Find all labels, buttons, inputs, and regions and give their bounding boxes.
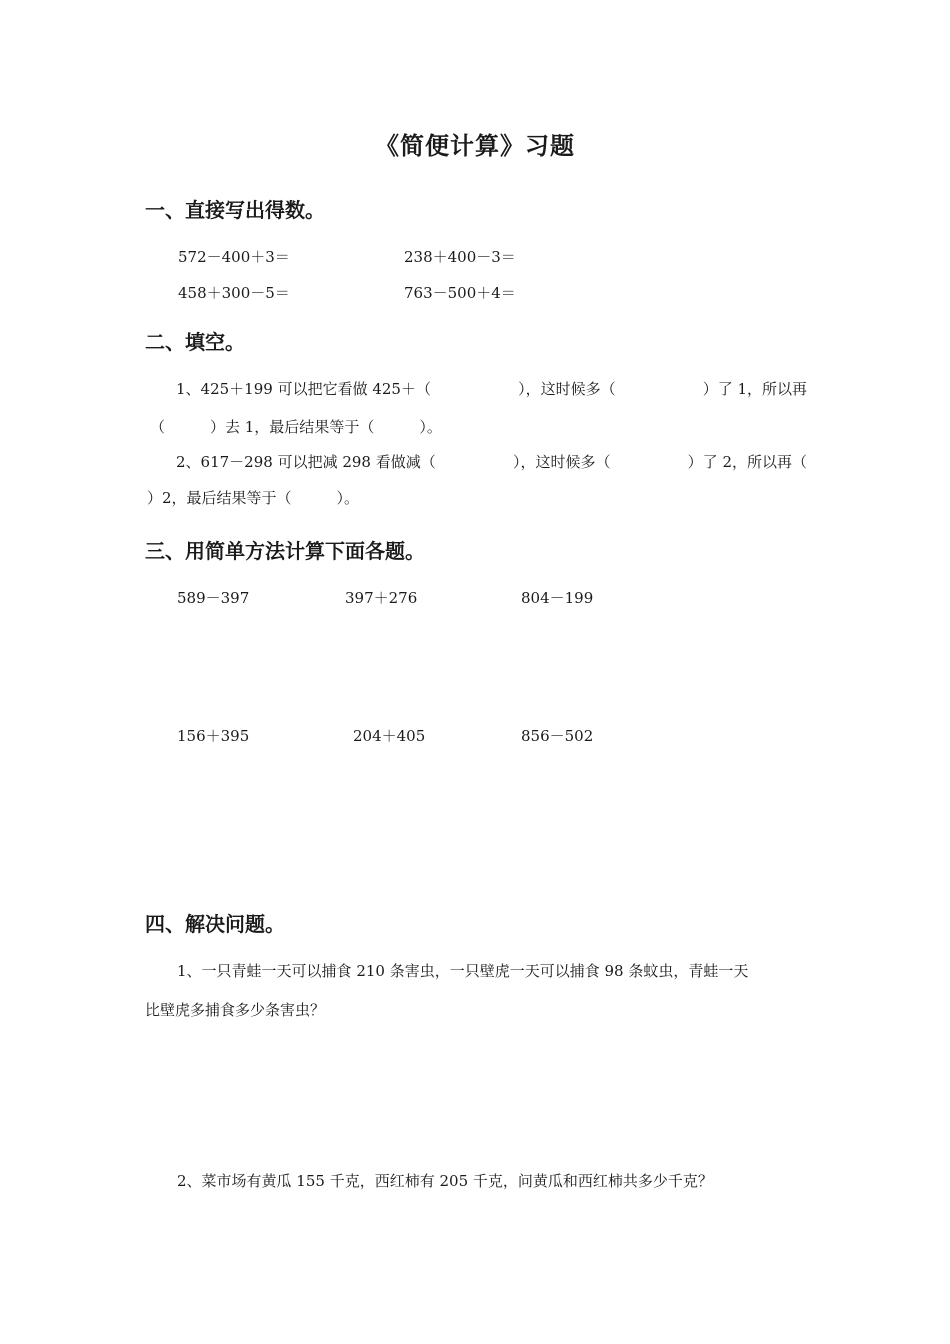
section-3-heading: 三、用简单方法计算下面各题。	[145, 539, 425, 563]
fill-blank-question-2	[176, 451, 807, 472]
calc-item: 156＋395	[177, 727, 250, 745]
mental-math-item: 238＋400－3＝	[404, 248, 516, 266]
section-1-heading: 一、直接写出得数。	[145, 198, 325, 222]
question-text: ）了 2，所以再（	[687, 453, 807, 471]
section-2-heading: 二、填空。	[145, 330, 245, 354]
question-text: ），这时候多（	[518, 380, 616, 398]
calc-item: 804－199	[521, 589, 594, 607]
question-text: ）了 1，所以再	[702, 380, 807, 398]
word-problem-1: 1、一只青蛙一天可以捕食 210 条害虫，一只壁虎一天可以捕食 98 条蚊虫，青蛙一天	[177, 962, 749, 980]
calc-item: 204＋405	[353, 727, 426, 745]
question-text: 2、617－298 可以把减 298 看做减（	[176, 453, 436, 471]
mental-math-item: 458＋300－5＝	[178, 284, 290, 302]
calc-item: 856－502	[521, 727, 594, 745]
question-text: ），这时候多（	[512, 453, 611, 471]
word-problem-2: 2、菜市场有黄瓜 155 千克，西红柿有 205 千克，问黄瓜和西红柿共多少千克？	[177, 1172, 713, 1190]
fill-blank-question-2-line-2: ）2，最后结果等于（ ）。	[147, 489, 360, 507]
fill-blank-question-1-line-2: （ ）去 1，最后结果等于（ ）。	[150, 418, 442, 436]
calc-item: 589－397	[177, 589, 250, 607]
question-text: 1、425＋199 可以把它看做 425＋（	[176, 380, 431, 398]
word-problem-1-line-2: 比壁虎多捕食多少条害虫？	[145, 1001, 326, 1019]
fill-blank-question-1	[176, 378, 807, 399]
mental-math-item: 763－500＋4＝	[404, 284, 516, 302]
section-4-heading: 四、解决问题。	[145, 912, 285, 936]
page-title: 《简便计算》习题	[375, 131, 575, 160]
mental-math-item: 572－400＋3＝	[178, 248, 290, 266]
calc-item: 397＋276	[345, 589, 418, 607]
